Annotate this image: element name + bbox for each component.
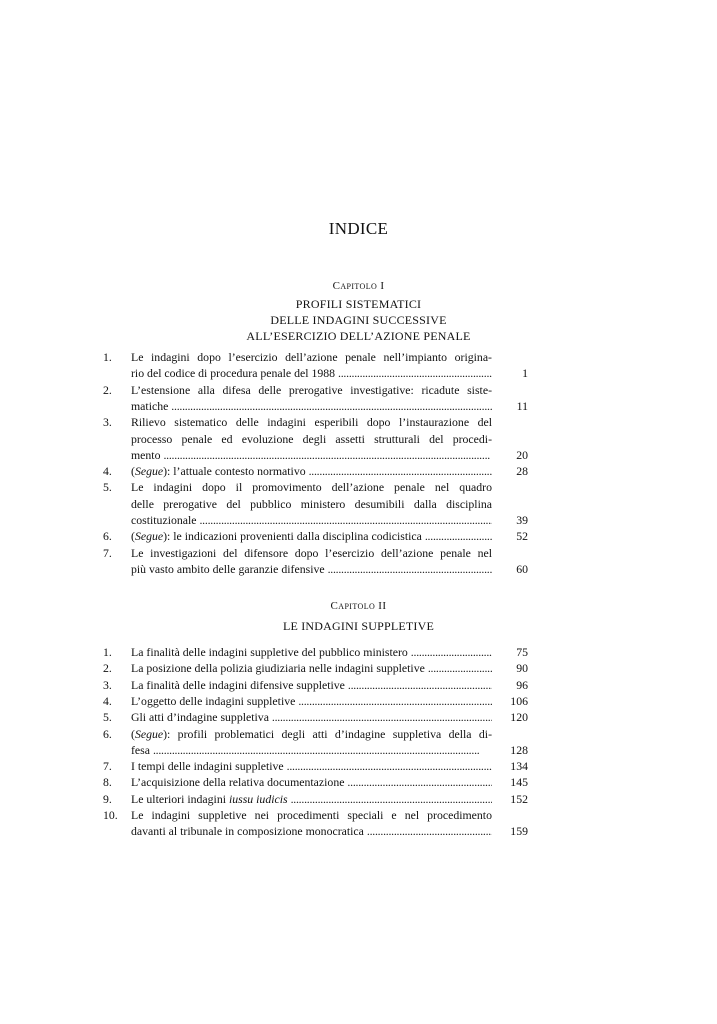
chapter-title: DELLE INDAGINI SUCCESSIVE (270, 313, 447, 327)
entry-text-line[interactable]: Le investigazioni del difensore dopo l’esercizio dell’azione penale nel (131, 545, 492, 560)
chapter-title: PROFILI SISTEMATICI (295, 297, 422, 311)
page-title: INDICE (328, 219, 389, 238)
entry-title: La posizione della polizia giudiziaria nelle indagini suppletive (131, 661, 425, 676)
dot-leader (309, 463, 492, 479)
page-number[interactable]: 11 (516, 398, 528, 413)
entry-text-line[interactable] (131, 693, 492, 709)
entry-text-line[interactable] (131, 791, 492, 807)
entry-number: 5. (103, 480, 112, 495)
chapter-title: ALL’ESERCIZIO DELL’AZIONE PENALE (246, 329, 471, 343)
entry-text-line[interactable]: Le indagini dopo l’esercizio dell’azione penale nell’impianto origina- (131, 350, 492, 364)
entry-number: 2. (103, 661, 112, 676)
entry-text-line[interactable] (131, 709, 492, 725)
page-number[interactable]: 28 (516, 464, 528, 479)
entry-text-line[interactable]: (Segue): profili problematici degli atti d’indagine suppletiva della di- (131, 726, 492, 741)
entry-title: (Segue): le indicazioni provenienti dalla disciplina codicistica (131, 529, 422, 544)
entry-title: La finalità delle indagini suppletive del pubblico ministero (131, 645, 408, 659)
page-number[interactable]: 90 (516, 661, 528, 676)
page-number[interactable]: 52 (516, 529, 528, 544)
entry-text-line[interactable] (131, 660, 492, 676)
entry-text-line[interactable]: Le indagini suppletive nei procedimenti speciali e nel procedimento (131, 808, 492, 822)
entry-title: matiche (131, 398, 169, 413)
entry-text-line[interactable] (131, 644, 492, 660)
entry-title: più vasto ambito delle garanzie difensive (131, 561, 325, 576)
dot-leader (287, 758, 492, 774)
entry-title: Gli atti d’indagine suppletiva (131, 710, 269, 725)
page-number[interactable]: 145 (510, 775, 528, 790)
chapter-label: Capitolo I (332, 280, 385, 292)
entry-text-line[interactable]: processo penale ed evoluzione degli assetti strutturali del procedi- (131, 431, 492, 446)
dot-leader (153, 742, 492, 758)
page-number[interactable]: 39 (516, 513, 528, 527)
entry-number: 9. (103, 791, 112, 806)
entry-number: 3. (103, 415, 112, 430)
entry-text-line[interactable]: delle prerogative del pubblico ministero desumibili dalla disciplina (131, 496, 492, 511)
dot-leader (348, 677, 492, 693)
page-number[interactable]: 20 (516, 447, 528, 462)
dot-leader (367, 823, 492, 839)
dot-leader (272, 709, 492, 725)
entry-text-line[interactable]: L’estensione alla difesa delle prerogative investigative: ricadute siste- (131, 382, 492, 397)
entry-text-line[interactable] (131, 447, 492, 463)
entry-text-line[interactable] (131, 677, 492, 693)
entry-text-line[interactable] (131, 774, 492, 790)
page-number[interactable]: 128 (510, 742, 528, 757)
entry-number: 1. (103, 645, 112, 659)
entry-title: (Segue): l’attuale contesto normativo (131, 464, 306, 479)
entry-number: 7. (103, 759, 112, 774)
page-number[interactable]: 96 (516, 677, 528, 692)
dot-leader (428, 660, 492, 676)
entry-number: 5. (103, 710, 112, 725)
page-number[interactable]: 159 (510, 824, 528, 839)
page-number[interactable]: 120 (510, 710, 528, 725)
dot-leader (338, 365, 492, 381)
entry-text-line[interactable] (131, 758, 492, 774)
dot-leader (328, 561, 492, 577)
entry-title: mento (131, 447, 161, 462)
entry-text-line[interactable] (131, 742, 492, 758)
page-number[interactable]: 152 (510, 791, 528, 806)
entry-number: 3. (103, 677, 112, 692)
page-number[interactable]: 134 (510, 759, 528, 774)
entry-text-line[interactable] (131, 365, 492, 381)
dot-leader (411, 644, 492, 660)
entry-number: 6. (103, 726, 112, 741)
entry-number: 8. (103, 775, 112, 790)
entry-title: I tempi delle indagini suppletive (131, 759, 284, 774)
entry-title: davanti al tribunale in composizione monocratica (131, 824, 364, 839)
entry-text-line[interactable] (131, 512, 492, 528)
entry-text-line[interactable] (131, 398, 492, 414)
entry-title: rio del codice di procedura penale del 1988 (131, 366, 336, 381)
entry-text-line[interactable]: Rilievo sistematico delle indagini esperibili dopo l’instaurazione del (131, 415, 492, 430)
page-number[interactable]: 60 (516, 561, 528, 576)
entry-title: L’acquisizione della relativa documentazione (131, 775, 345, 790)
entry-text-line[interactable]: Le indagini dopo il promovimento dell’azione penale nel quadro (131, 480, 492, 495)
dot-leader (199, 512, 492, 528)
chapter-title: LE INDAGINI SUPPLETIVE (282, 619, 435, 633)
entry-number: 4. (103, 693, 112, 708)
page-number[interactable]: 106 (510, 693, 528, 708)
dot-leader (163, 447, 492, 463)
chapter-label: Capitolo II (330, 600, 387, 612)
dot-leader (291, 791, 492, 807)
entry-text-line[interactable] (131, 561, 492, 577)
entry-title: La finalità delle indagini difensive suppletive (131, 677, 345, 692)
dot-leader (171, 398, 492, 414)
entry-title: L’oggetto delle indagini suppletive (131, 693, 296, 708)
entry-number: 2. (103, 382, 112, 397)
entry-title: Le ulteriori indagini iussu iudicis (131, 791, 288, 806)
entry-number: 6. (103, 529, 112, 544)
entry-text-line[interactable] (131, 823, 492, 839)
entry-text-line[interactable] (131, 463, 492, 479)
page-number[interactable]: 1 (522, 366, 528, 381)
entry-text-line[interactable] (131, 528, 492, 544)
page-number[interactable]: 75 (516, 645, 528, 659)
entry-title: costituzionale (131, 513, 197, 527)
entry-number: 10. (103, 808, 118, 822)
entry-number: 4. (103, 464, 112, 479)
entry-number: 1. (103, 350, 112, 364)
dot-leader (298, 693, 492, 709)
entry-number: 7. (103, 545, 112, 560)
entry-title: fesa (131, 742, 150, 757)
dot-leader (347, 774, 492, 790)
dot-leader (425, 528, 492, 544)
